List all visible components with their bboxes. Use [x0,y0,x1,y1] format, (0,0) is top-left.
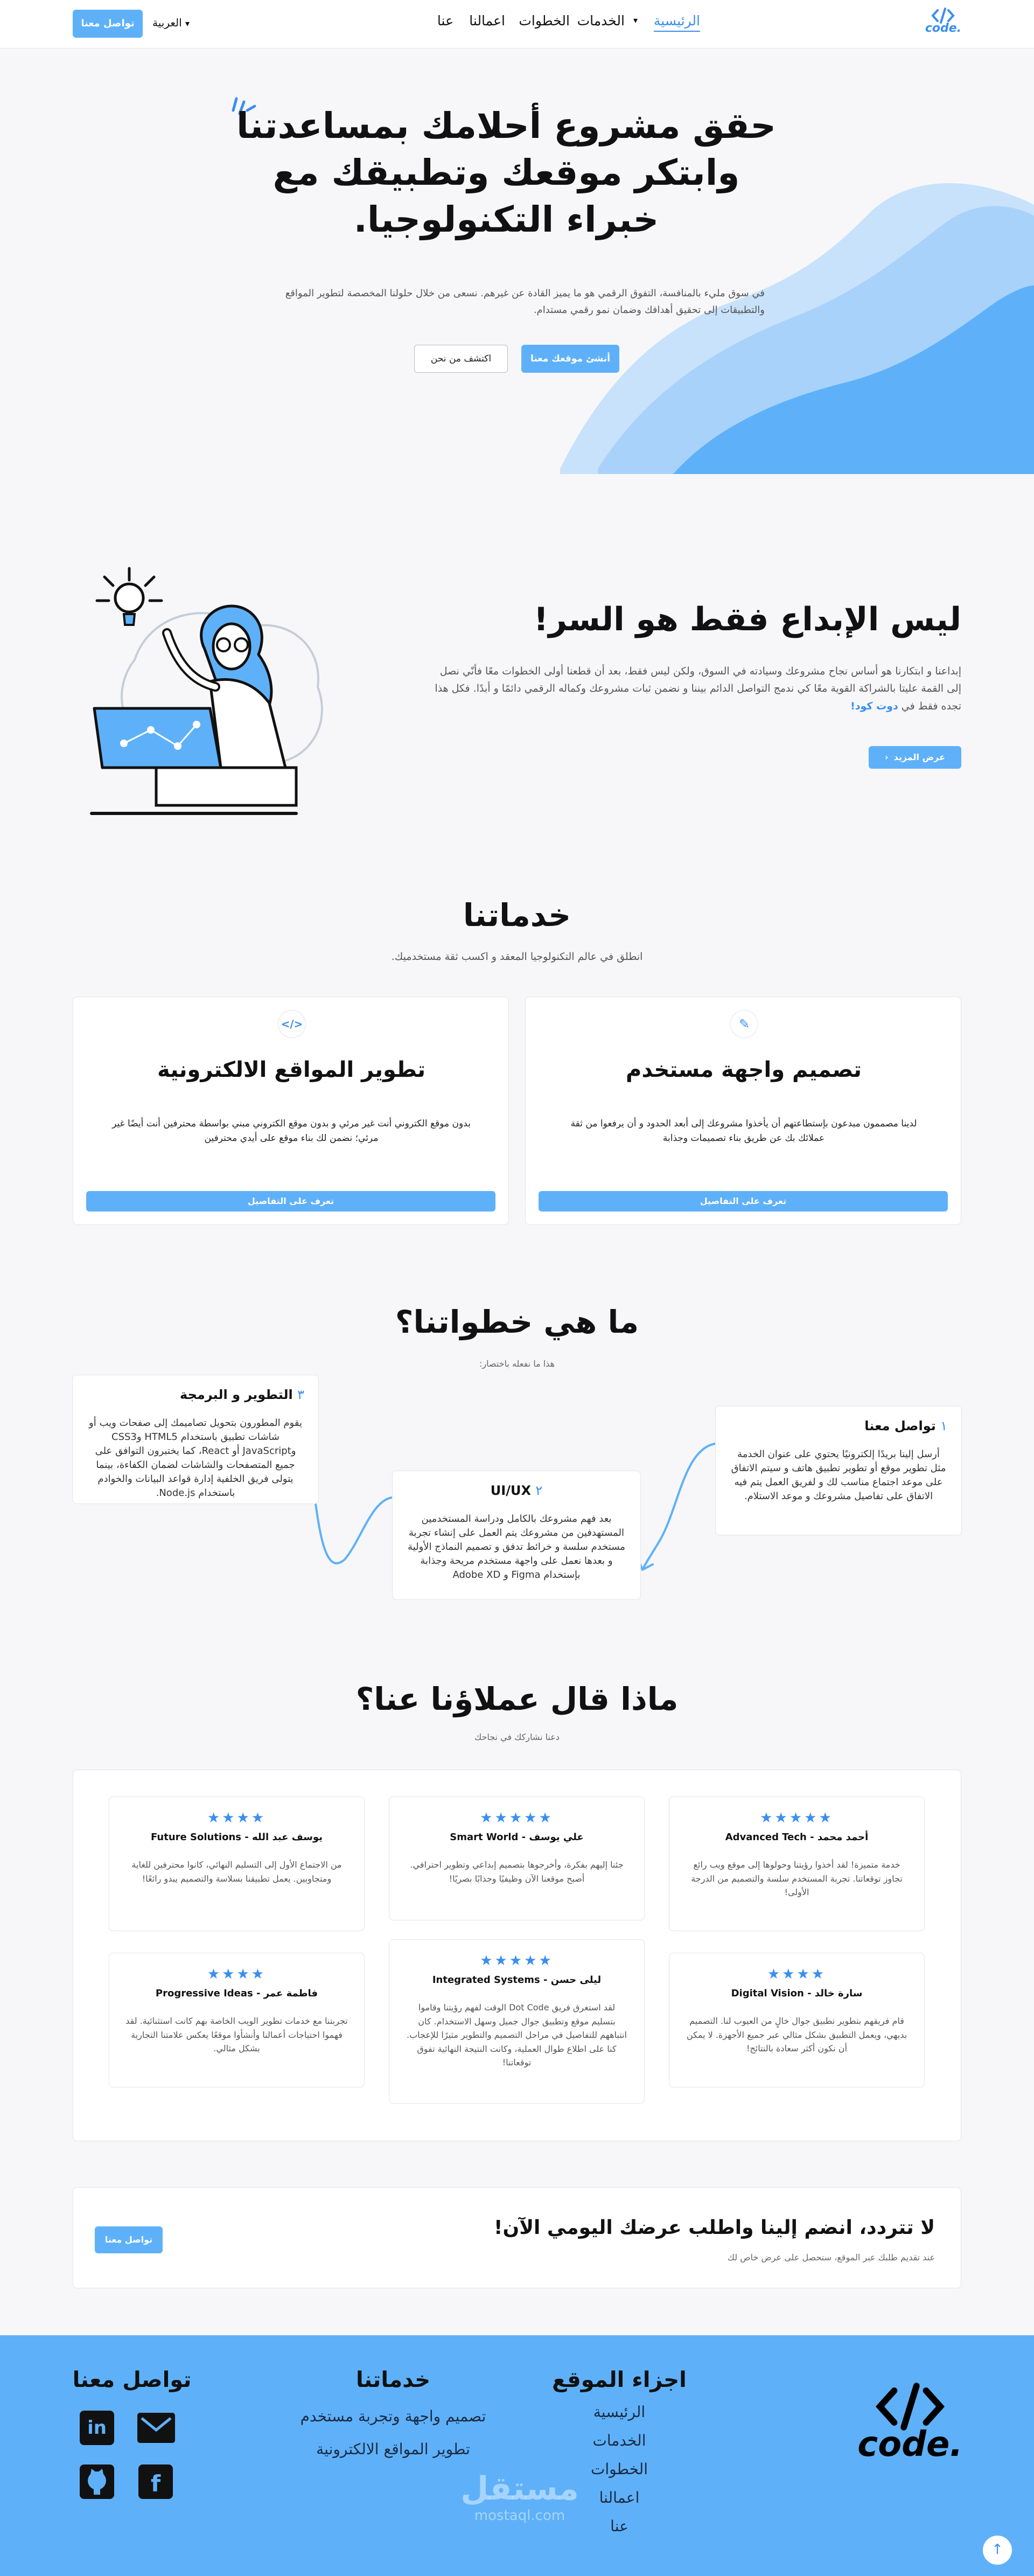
chevron-left-icon: ‹ [885,752,889,762]
footer-logo[interactable] [859,2381,961,2464]
cta-title: لا تتردد، انضم إلينا واطلب عرضك اليومي الآن! [494,2217,935,2239]
envelope-glyph [137,2413,175,2443]
nav-link-steps[interactable]: الخطوات [519,13,570,29]
nav-link-about[interactable]: عنا [437,13,453,29]
hero-title: حقق مشروع أحلامك بمساعدتنا وابتكر موقعك وتطبيقك مع خبراء التكنولوجيا. [236,105,776,241]
github-icon[interactable] [80,2464,114,2499]
site-footer [0,2335,1034,2576]
service-title: تطوير المواقع الالكترونية [157,1057,426,1082]
testimonial-author: فاطمة عمر - Progressive Ideas [155,1988,318,1999]
footer-services-title: خدماتنا [355,2368,431,2392]
cta-contact-button[interactable]: تواصل معنا [95,2226,163,2253]
code-icon: </> [278,1010,306,1038]
linkedin-icon[interactable]: in [80,2411,114,2445]
step-title [730,1418,947,1433]
testimonials-title: ماذا قال عملاؤنا عنا؟ [355,1681,679,1717]
footer-link-steps[interactable]: الخطوات [591,2460,648,2478]
language-label: العربية [152,16,182,29]
testimonial-card [109,1953,365,2087]
watermark-text: مستقل [460,2470,579,2508]
scroll-top-button[interactable] [983,2536,1012,2565]
testimonial-card [389,1797,645,1920]
footer-contact-column [59,2368,205,2392]
footer-contact-title: تواصل معنا [72,2368,192,2392]
service-title: تصميم واجهة مستخدم [626,1057,862,1082]
step-title-text: التطوير و البرمجة [180,1387,293,1402]
nav-contact-button[interactable]: تواصل معنا [73,10,143,38]
create-site-button[interactable]: أنشئ موقعك معنا [521,345,619,373]
testimonial-text: خدمة متميزة! لقد أخذوا رؤيتنا وحولوها إلى موقع ويب رائع تجاوز توقعاتنا. تجربة المستخدم سلسة والتصميم من الدرجة الأولى! [691,1860,903,1898]
step-development [72,1375,319,1504]
language-select[interactable] [152,16,190,29]
testimonial-card [669,1953,925,2087]
rating-stars: ★★★★ [207,1966,267,1982]
about-brand: دوت كود! [850,700,898,712]
arrow-up-icon: ↑ [991,2542,1003,2558]
mail-icon[interactable] [137,2413,175,2443]
step-text: أرسل إلينا بريدًا إلكترونيًا يحتوي على عنوان الخدمة مثل تطوير موقع أو تطوير تطبيق هاتف و سيتم الاتفاق على موعد اجتماع مناسب لك و لفريق العمل يتم فيه الاتفاق على تفاصيل مشروعك و موعد الاستلام. [731,1449,946,1502]
rating-stars: ★★★★★ [480,1810,554,1826]
footer-service-web[interactable]: تطوير المواقع الالكترونية [316,2440,470,2458]
step-text: بعد فهم مشروعك بالكامل ودراسة المستخدمين المستهدفين من مشروعك يتم العمل على إنشاء تجربة مستخدم سلسة و خرائط تدفق و تصميم النماذج الأولية و بعدها نعمل على واجهة مستخدم مريحة وجذابة بإستخدام Figma و Adobe XD [408,1513,625,1581]
service-card-web-dev [73,997,509,1225]
rating-stars: ★★★★★ [760,1810,834,1826]
testimonials-subtitle: دعنا نشاركك في نجاحك [474,1732,560,1742]
step-contact [715,1406,962,1535]
testimonial-author: سارة خالد - Digital Vision [731,1988,863,1999]
service-text: بدون موقع الكتروني أنت غير مرئي و بدون موقع الكتروني مبني بواسطة محترفين أنت أيضًا غير مرئي؛ نضمن لك بناء موقع على أيدي محترفين [112,1118,471,1144]
steps-title: ما هي خطواتنا؟ [395,1304,639,1340]
footer-link-about[interactable]: عنا [610,2517,628,2535]
logo-text: .code [925,22,961,35]
step-title [87,1387,304,1402]
step-number: ٣ [297,1387,304,1402]
facebook-icon[interactable]: f [138,2464,173,2499]
step-text: يقوم المطورون بتحويل تصاميمك إلى صفحات ويب أو شاشات تطبيق باستخدام HTML5 وCSS3 وJavaScript أو React، كما يختبرون التوافق على جميع المتصفحات والشاشات لضمان الكفاءة، بينما يتولى فريق الخلفية إدارة قواعد البيانات والخوادم باستخدام Node.js. [89,1417,302,1499]
footer-logo-text: .code [857,2425,963,2464]
watermark-sub: mostaql.com [474,2508,565,2524]
chevron-down-icon: ▾ [633,15,638,25]
footer-link-works[interactable]: اعمالنا [599,2489,640,2507]
about-text [434,663,961,715]
footer-parts-title: اجزاء الموقع [552,2368,687,2392]
nav-link-home[interactable]: الرئيسية [654,13,700,32]
footer-service-ui[interactable]: تصميم واجهة وتجربة مستخدم [300,2407,486,2425]
testimonial-author: علي يوسف - Smart World [450,1832,584,1843]
github-glyph [80,2464,114,2499]
footer-services-column [285,2368,501,2458]
services-subtitle: انطلق في عالم التكنولوجيا المعقد و اكسب ثقة مستخدميك. [391,951,643,963]
rating-stars: ★★★★ [207,1810,267,1826]
service-text: لدينا مصممون مبدعون بإستطاعتهم أن يأخذوا مشروعك إلى أبعد الحدود و أن يرفعوا من ثقة عملائك بك عن طريق بناء تصميمات وجذابة [570,1118,917,1144]
testimonial-card [669,1797,925,1931]
testimonial-text: تجربتنا مع خدمات تطوير الويب الخاصة بهم كانت استثنائية. لقد فهموا احتياجات أعمالنا وأنشأوا موقعًا يعكس علامتنا التجارية بشكل مثالي. [125,2016,348,2054]
top-navbar [0,0,1034,48]
about-title: ليس الإبداع فقط هو السر! [533,601,961,638]
testimonial-card [389,1939,645,2104]
testimonial-text: جئنا إليهم بفكرة، وأخرجوها بتصميم إبداعي وتطوير احترافي. أصبح موقعنا الآن وظيفيًا وجذابًا بصريًا! [410,1860,624,1884]
service-details-button[interactable]: تعرف على التفاصيل [539,1191,948,1212]
nav-link-works[interactable]: اعمالنا [469,13,505,29]
cta-subtitle: عند تقديم طلبك عبر الموقع، ستحصل على عرض خاص لك [727,2252,935,2262]
creative-person-illustration [70,552,339,821]
testimonial-text: من الاجتماع الأول إلى التسليم النهائي، كانوا محترفين للغاية ومتجاوبين. يعمل تطبيقنا بسلاسة والتصميم يبدو رائعًا! [131,1860,342,1884]
testimonial-card [109,1797,365,1931]
footer-link-services[interactable]: الخدمات [592,2432,646,2449]
cta-banner [73,2187,961,2288]
testimonial-author: يوسف عبد الله - Future Solutions [151,1832,323,1843]
show-more-button[interactable] [869,746,961,769]
testimonial-author: ليلى حسن - Integrated Systems [432,1974,602,1986]
show-more-label: عرض المزيد [893,752,945,762]
rating-stars: ★★★★★ [480,1953,554,1969]
footer-watermark [431,2470,609,2524]
nav-link-services[interactable]: الخدمات [577,13,625,29]
site-logo[interactable] [925,8,961,35]
service-card-ui-design [525,997,961,1225]
rating-stars: ★★★★ [767,1966,827,1982]
hero-description: في سوق مليء بالمنافسة، التفوق الرقمي هو ما يميز القادة عن غيرهم. نسعى من خلال حلولنا المخصصة لتطوير المواقع والتطبيقات إلى تحقيق أهدافك وضمان نمو رقمي مستدام. [285,288,765,316]
step-title [407,1483,626,1498]
services-title: خدماتنا [463,897,571,934]
testimonial-text: قام فريقهم بتطوير تطبيق جوال خالٍ من العيوب لنا. التصميم بديهي، ويعمل التطبيق بشكل مثالي عبر جميع الأجهزة. لا يمكن أن نكون أكثر سعادة بالنتائج! [686,2016,907,2054]
about-paragraph: إبداعنا و ابتكارنا هو أساس نجاح مشروعك وسيادته في السوق، ولكن ليس فقط، بعد أن قطعنا أولى الخطوات معًا فأنّي نصل إلى القمة عليتا بالشراكة القوية معًا كي ندمج التواصل الدائم بيننا و نضمن ثبات مشروعك وكماله الرقمي دائمًا و أبدًا. فكل هذا تجده فقط في [435,665,961,712]
pen-tool-icon: ✎ [730,1010,758,1038]
footer-link-home[interactable]: الرئيسية [593,2403,646,2421]
service-details-button[interactable]: تعرف على التفاصيل [86,1191,495,1212]
discover-us-button[interactable]: اكتشف من نحن [414,345,508,373]
testimonial-author: أحمد محمد - Advanced Tech [725,1832,869,1843]
step-title-text: UI/UX [490,1483,531,1498]
steps-subtitle: هذا ما نفعله باختصار: [479,1359,555,1369]
step-number: ١ [940,1418,947,1433]
step-title-text: تواصل معنا [864,1418,936,1433]
step-number: ٢ [535,1483,543,1498]
chevron-down-icon: ▾ [185,18,190,29]
step-uiux [392,1471,641,1600]
testimonial-text: لقد استغرق فريق Dot Code الوقت لفهم رؤيتنا وقاموا بتسليم موقع وتطبيق جوال جميل وسهل الاستخدام. كان انتباههم للتفاصيل في مراحل التصميم والتطوير مثيرًا للإعجاب. كنا على اطلاع طوال العملية، وكانت النتيجة النهائية تفوق توقعاتنا! [407,2002,627,2068]
